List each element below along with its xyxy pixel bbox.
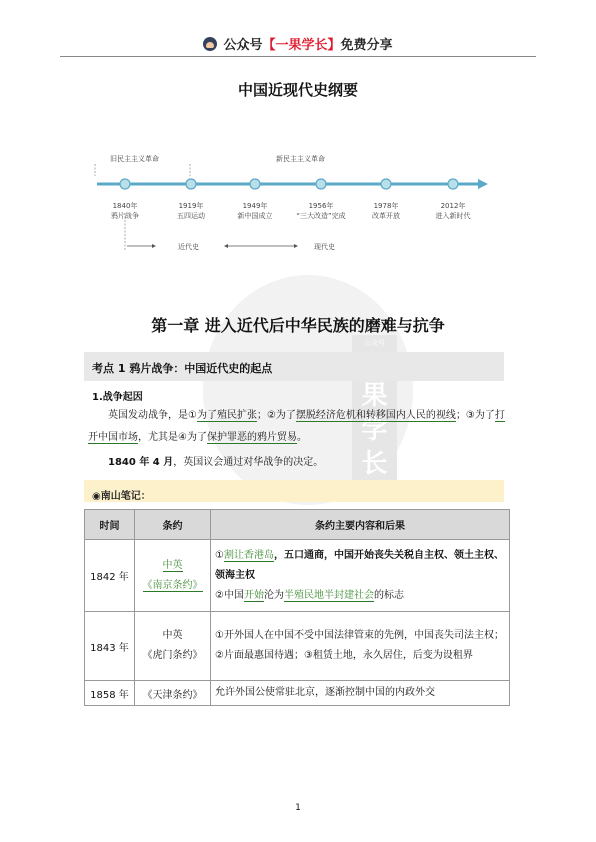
timeline-year: 1956年 xyxy=(308,202,334,210)
content-line: ①割让香港岛，五口通商，中国开始丧失关税自主权、领土主权、领海主权 xyxy=(215,549,504,581)
row-treaty xyxy=(135,612,211,681)
document-title: 中国近现代史纲要 xyxy=(237,81,358,99)
header-suffix: 免费分享 xyxy=(340,38,393,53)
timeline-node xyxy=(381,179,391,189)
section-heading: 1.战争起因 xyxy=(92,392,143,403)
row-year: 1858 年 xyxy=(85,681,135,706)
timeline-event: 进入新时代 xyxy=(435,212,471,220)
table-row xyxy=(85,681,510,706)
row-content xyxy=(211,612,510,681)
timeline-node xyxy=(316,179,326,189)
page-number: 1 xyxy=(295,803,301,813)
timeline-year: 1840年 xyxy=(112,202,138,210)
header-time: 时间 xyxy=(85,510,135,540)
content-line: ①开外国人在中国不受中国法律管束的先例，中国丧失司法主权； xyxy=(215,630,504,641)
avatar-icon xyxy=(203,37,217,51)
table-row xyxy=(85,540,510,612)
timeline-year: 1949年 xyxy=(242,202,268,210)
timeline-node xyxy=(448,179,458,189)
period-contemporary: 现代史 xyxy=(314,243,335,251)
timeline-event: 五四运动 xyxy=(177,212,205,220)
header-content: 条约主要内容和后果 xyxy=(211,510,510,540)
row-year: 1843 年 xyxy=(85,612,135,681)
header-treaty: 条约 xyxy=(135,510,211,540)
timeline-year: 1978年 xyxy=(373,202,399,210)
split-left-arrow-icon xyxy=(224,244,228,248)
note-label: ◉南山笔记： xyxy=(92,491,151,502)
watermark-brand-text: 果 学 长 xyxy=(361,381,388,479)
war-cause-paragraph: 英国发动战争，是①为了殖民扩张；②为了摆脱经济危机和转移国内人民的视线；③为了打开中国市场，尤其是④为了保护罪恶的鸦片贸易。 xyxy=(88,410,505,443)
treaty-country: 中英 xyxy=(162,630,183,641)
timeline-arrow-icon xyxy=(478,179,488,189)
timeline-node xyxy=(120,179,130,189)
table-row xyxy=(85,612,510,681)
header-prefix: 公众号 xyxy=(223,38,263,53)
timeline-old-revolution: 旧民主主义革命 xyxy=(110,155,159,163)
treaty-country: 中英 xyxy=(162,559,183,571)
timeline-event: 鸦片战争 xyxy=(111,212,139,220)
timeline-event: 改革开放 xyxy=(372,212,400,220)
header-brand: 【一果学长】 xyxy=(262,38,341,53)
content-line: ②中国开始沦为半殖民地半封建社会的标志 xyxy=(215,589,404,601)
timeline-year: 2012年 xyxy=(440,202,466,210)
timeline-year: 1919年 xyxy=(178,202,204,210)
treaty-name: 《虎门条约》 xyxy=(142,650,203,661)
war-decision-paragraph: 1840 年 4 月，英国议会通过对华战争的决定。 xyxy=(108,457,324,468)
key-point-title: 考点 1 鸦片战争：中国近代史的起点 xyxy=(92,362,273,375)
content-line: ②片面最惠国待遇；③租赁土地，永久居住，后变为设租界 xyxy=(215,650,473,661)
watermark-small-text: 公众号 xyxy=(364,339,385,347)
timeline-node xyxy=(186,179,196,189)
period-modern: 近代史 xyxy=(178,243,199,251)
table-header-row xyxy=(85,510,510,540)
row-year: 1842 年 xyxy=(85,540,135,612)
header-divider xyxy=(60,56,536,57)
row-content xyxy=(211,540,510,612)
modern-arrow-icon xyxy=(152,244,156,248)
history-timeline xyxy=(92,148,492,258)
timeline-event: 新中国成立 xyxy=(237,212,273,220)
row-treaty xyxy=(135,540,211,612)
row-content: 允许外国公使常驻北京，逐渐控制中国的内政外交 xyxy=(211,681,510,706)
timeline-new-revolution: 新民主主义革命 xyxy=(276,155,325,163)
row-treaty: 《天津条约》 xyxy=(135,681,211,706)
treaty-name: 《南京条约》 xyxy=(142,579,203,591)
chapter-title: 第一章 进入近代后中华民族的磨难与抗争 xyxy=(151,316,445,335)
timeline-node xyxy=(250,179,260,189)
treaty-table xyxy=(84,509,510,706)
timeline-event: “三大改造”完成 xyxy=(296,212,346,220)
split-right-arrow-icon xyxy=(294,244,298,248)
page-header xyxy=(0,34,596,53)
